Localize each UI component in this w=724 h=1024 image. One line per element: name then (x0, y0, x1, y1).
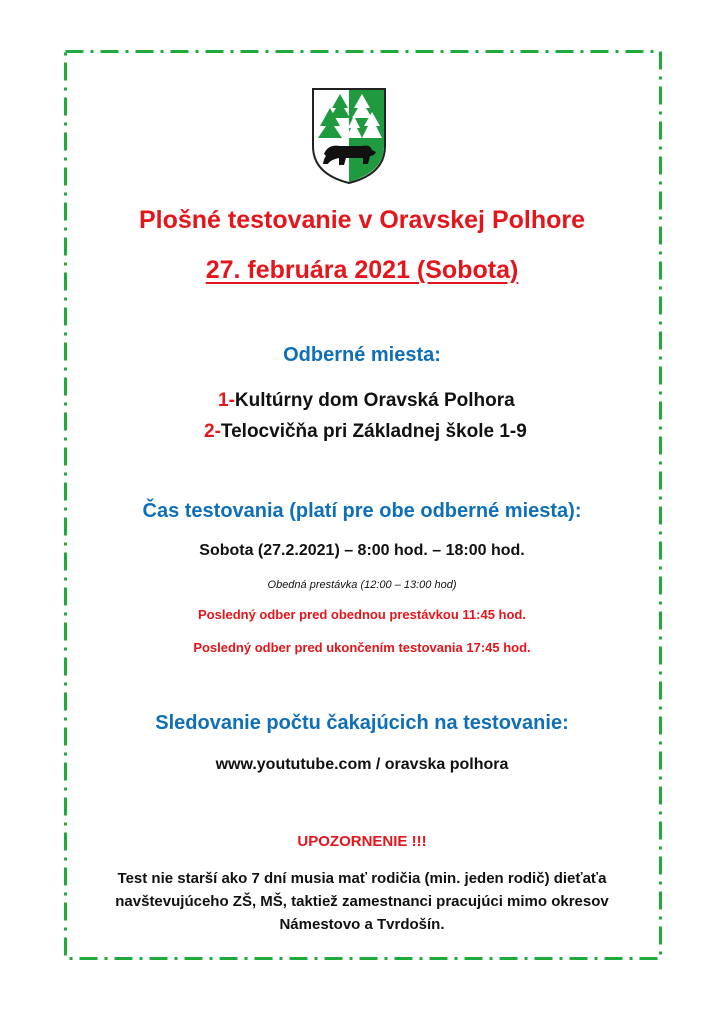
site-label: Kultúrny dom Oravská Polhora (234, 390, 515, 411)
page-title: Plošné testovanie v Oravskej Polhore (138, 206, 586, 234)
warning-heading: UPOZORNENIE !!! (297, 833, 427, 850)
warning-line: navštevujúceho ZŠ, MŠ, taktiež zamestnanci pracujúci mimo okresov (115, 893, 609, 910)
coat-of-arms-icon (310, 86, 388, 186)
time-heading: Čas testovania (platí pre obe odberné miesta): (142, 500, 582, 522)
lunch-break-text: Obedná prestávka (12:00 – 13:00 hod) (267, 579, 457, 591)
site-number: 2- (204, 421, 221, 442)
watch-heading: Sledovanie počtu čakajúcich na testovanie: (155, 712, 569, 734)
site-number: 1- (218, 390, 235, 411)
schedule-text: Sobota (27.2.2021) – 8:00 hod. – 18:00 hod. (199, 542, 525, 559)
sites-heading: Odberné miesta: (283, 344, 441, 366)
last-sample-before-lunch: Posledný odber pred obednou prestávkou 11:45 hod. (198, 607, 526, 622)
warning-note (0, 867, 724, 936)
site-item-2 (204, 421, 527, 443)
stream-url: www.yoututube.com / oravska polhora (215, 756, 509, 773)
event-date (0, 256, 724, 285)
warning-line: Test nie starší ako 7 dní musia mať rodičia (min. jeden rodič) dieťaťa (117, 870, 607, 887)
warning-line: Námestovo a Tvrdošín. (279, 916, 445, 933)
site-item-1 (218, 390, 515, 412)
site-label: Telocvičňa pri Základnej škole 1-9 (220, 421, 527, 442)
event-date-text: 27. februára 2021 (Sobota) (205, 256, 519, 284)
last-sample-before-end: Posledný odber pred ukončením testovania 17:45 hod. (193, 640, 531, 655)
